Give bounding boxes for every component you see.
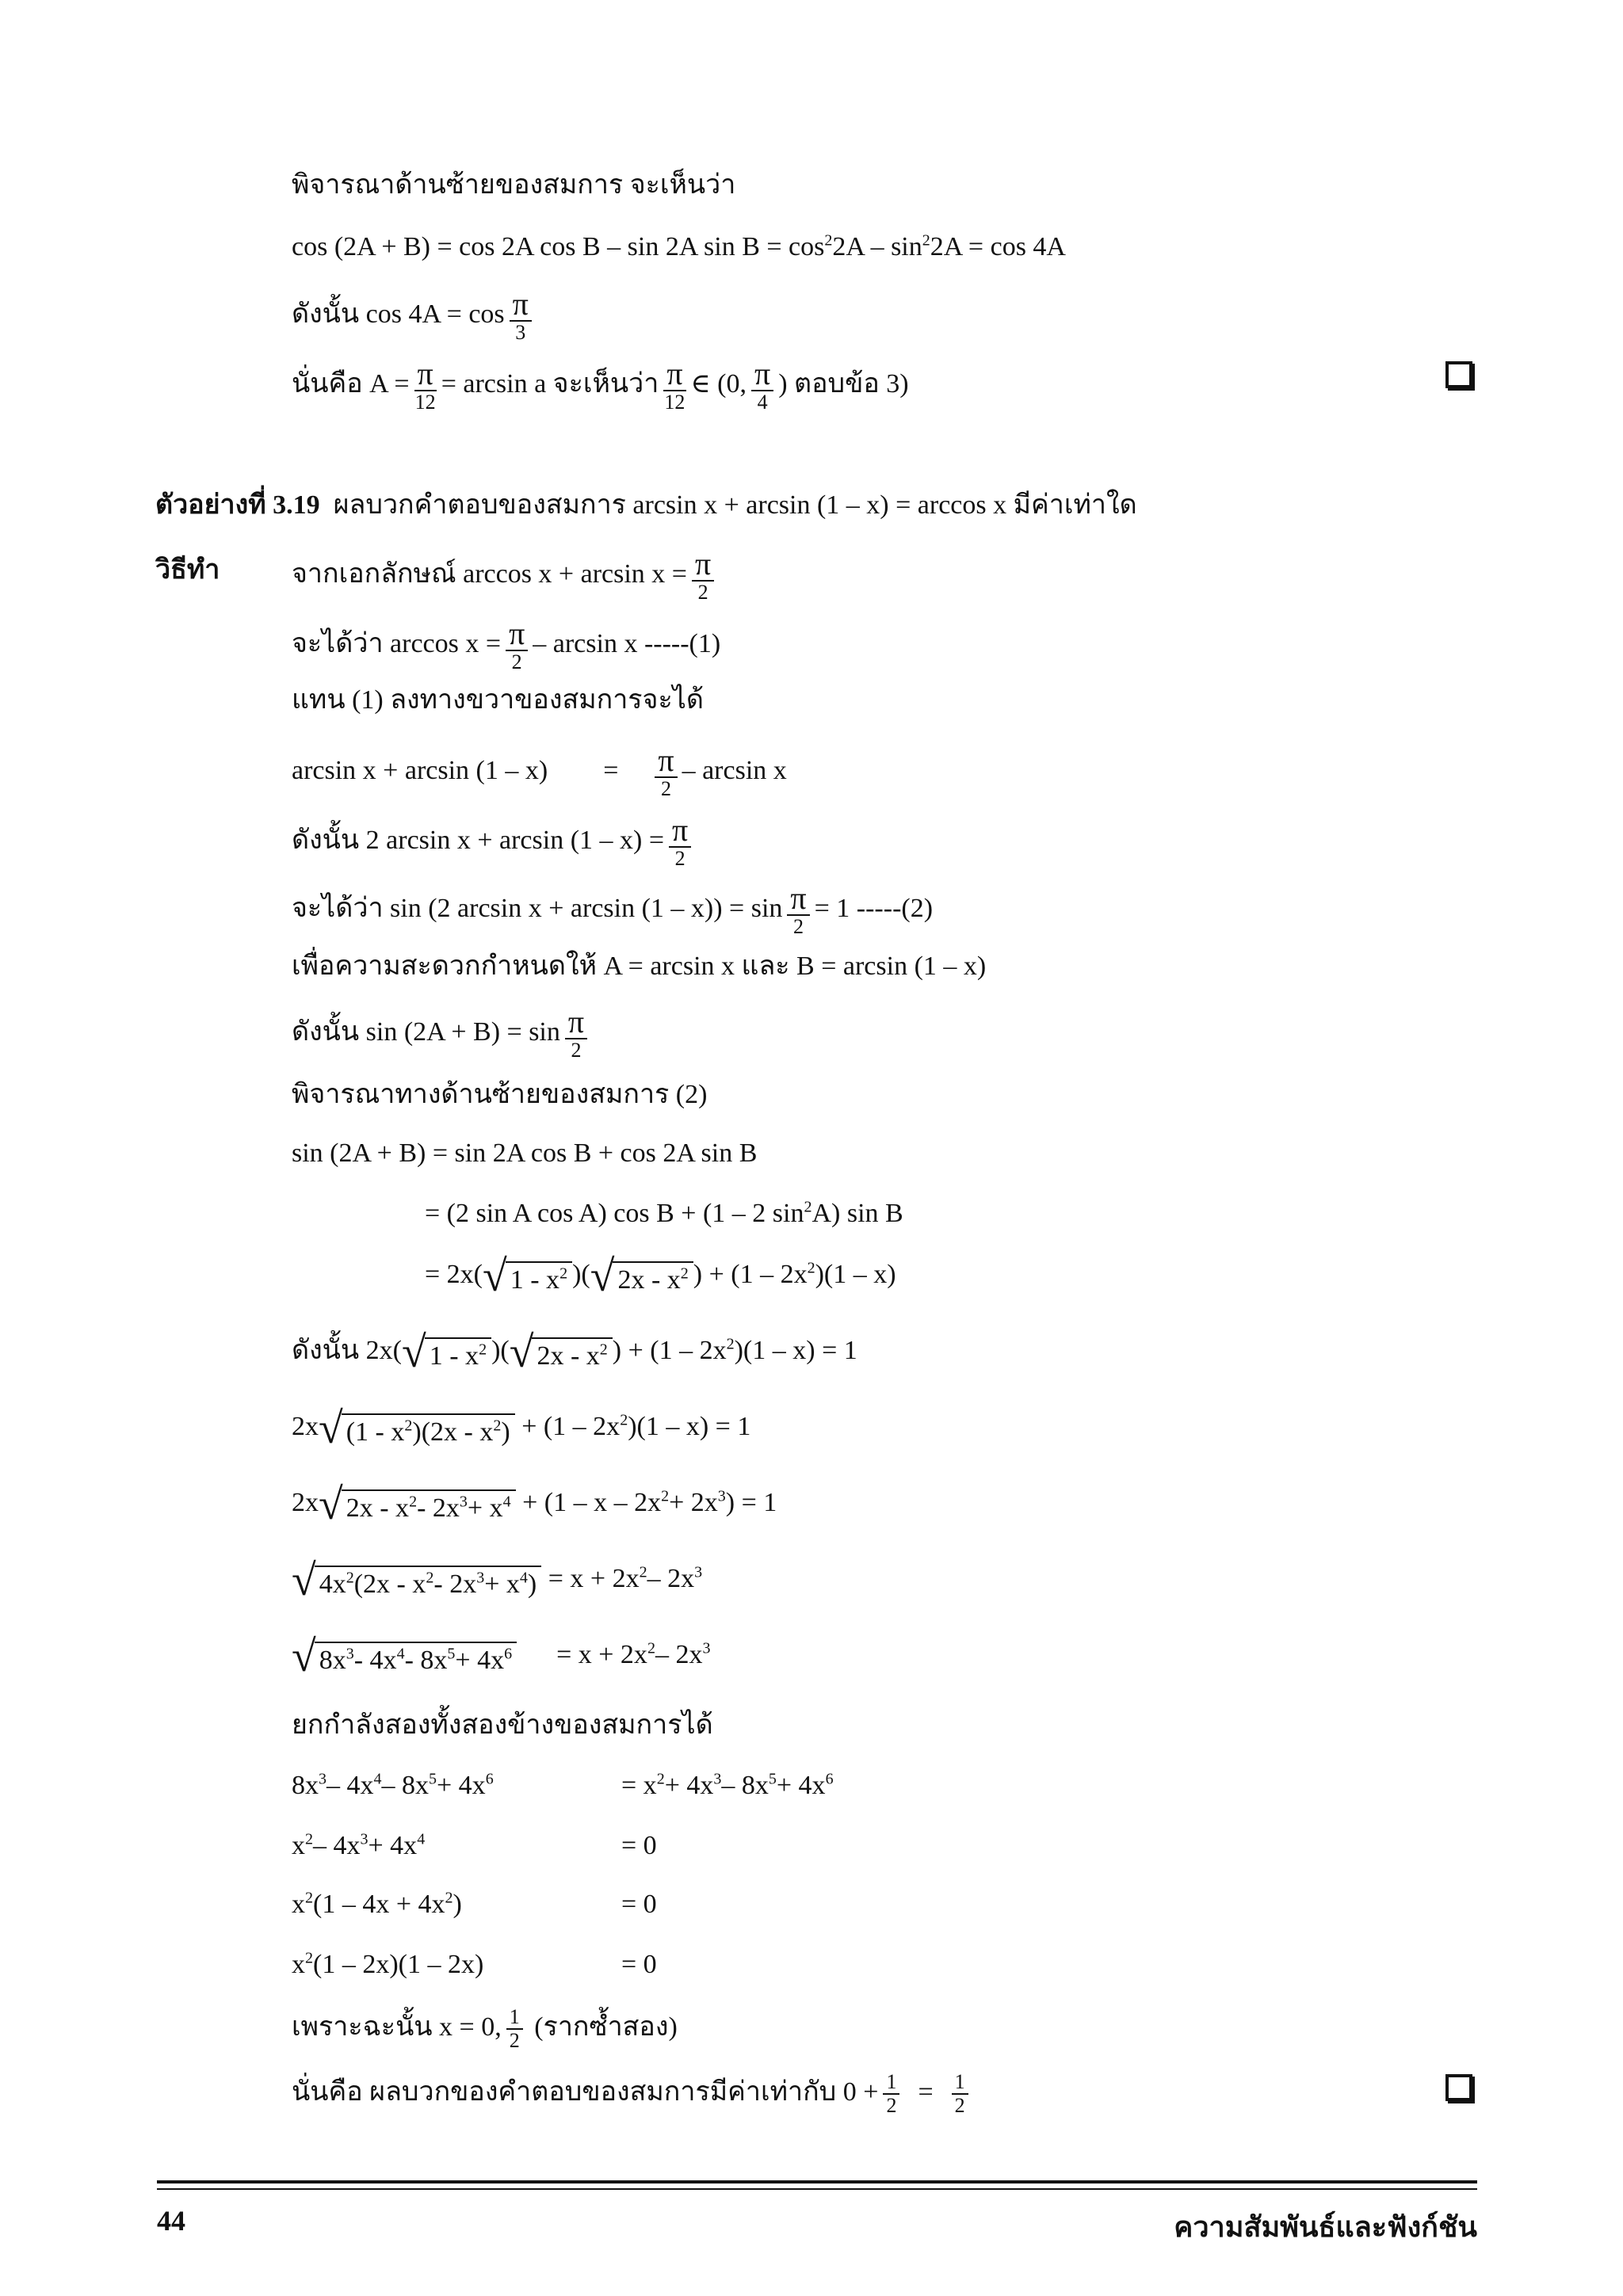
equation-line: ดังนั้น 2 arcsin x + arcsin (1 – x) = $\frac{\pi}{2}$ [292, 814, 696, 870]
equation-rhs: = 0 [621, 1950, 657, 1979]
equation-line: $x^2(1 - 4x + 4x^2)$ [292, 1889, 462, 1919]
equation-line: √ $4x^2(2x - x^2-$ $2x^3+ x^4$) = $x + 2x^2-$ $2x^3$ [292, 1556, 703, 1605]
equation-line: จะได้ว่า arccos x = $\frac{\pi}{2}$ – arcsin x -----(1) [292, 616, 721, 673]
footer-rule-thin [157, 2188, 1477, 2190]
footer-rule-thick [157, 2180, 1477, 2183]
equation-line: นั่นคือ A = $\frac{\pi}{12}$ = arcsin a จะเห็นว่า $\frac{\pi}{12}$ ∈ (0, $\frac{\pi}{4}$ ) ตอบข้อ 3) [292, 356, 909, 414]
example-heading: ตัวอย่างที่ 3.19 ผลบวกคำตอบของสมการ arcsin x + arcsin (1 – x) = arccos x มีค่าเท่าใด [155, 490, 1137, 520]
solution-label: วิธีทำ [155, 555, 220, 585]
equation-line: นั่นคือ ผลบวกของคำตอบของสมการมีค่าเท่ากับ 0 + $\frac{1}{2}$ = $\frac{1}{2}$ [292, 2071, 973, 2117]
equation-line: arcsin x + arcsin (1 – x) = $\frac{\pi}{2}$ – arcsin x [292, 742, 787, 800]
equation-line: $x^2-$ $4x^3+ 4x^4$ [292, 1830, 426, 1860]
equation-line: = (2 sin A cos A) cos B + (1 – 2 $\sin^2A$) sin B [425, 1198, 903, 1228]
text-line: แทน (1) ลงทางขวาของสมการจะได้ [292, 685, 704, 715]
end-of-proof-box [1445, 2074, 1472, 2101]
text-line: พิจารณาด้านซ้ายของสมการ จะเห็นว่า [292, 170, 736, 200]
equation-line: ดังนั้น sin (2A + B) = sin $\frac{\pi}{2}$ [292, 1006, 592, 1062]
equation-line: √ $8x^3-$ $4x^4-$ $8x^5+ 4x^6$ = $x + 2x^2-$ $2x^3$ [292, 1632, 711, 1681]
text-line: ยกกำลังสองทั้งสองข้างของสมการได้ [292, 1711, 713, 1740]
equation-line: $x^2(1 - 2x)(1 - 2x)$ [292, 1949, 484, 1979]
equation-line: 2x √ $(1 - x^2)(2x - x^2)$ + $(1 - 2x^2)(1 - x) = 1$ [292, 1404, 751, 1453]
equation-rhs: = 0 [621, 1831, 657, 1860]
equation-line: 2x √ $2x - x^2-$ $2x^3+ x^4$ + $(1 - x - 2x^2+ 2x^3) = 1$ [292, 1480, 777, 1529]
equation-line: ดังนั้น 2x( √ $1 - x^2$ )( √ $2x - x^2$ ) + $(1 - 2x^2)(1 - x) = 1$ [292, 1328, 857, 1377]
text-line: พิจารณาทางด้านซ้ายของสมการ (2) [292, 1080, 708, 1109]
equation-line: จากเอกลักษณ์ arccos x + arcsin x = $\frac{\pi}{2}$ [292, 548, 719, 604]
end-of-proof-box [1445, 361, 1472, 388]
equation-line: $8x^3-$ $4x^4-$ $8x^5+ 4x^6$ [292, 1770, 494, 1800]
text-line: เพื่อความสะดวกกำหนดให้ A = arcsin x และ B = arcsin (1 – x) [292, 952, 987, 981]
equation-line: เพราะฉะนั้น x = 0, $\frac{1}{2}$ (รากซ้ำสอง) [292, 2005, 678, 2052]
equation-line: จะได้ว่า sin (2 arcsin x + arcsin (1 – x)) = sin $\frac{\pi}{2}$ = 1 -----(2) [292, 880, 934, 938]
equation-rhs: = 0 [621, 1890, 657, 1919]
equation-line: = 2x( √ $1 - x^2$ )( √ $2x - x^2$ ) + $(1 - 2x^2)(1 - x)$ [425, 1252, 896, 1301]
equation-line: cos (2A + B) = cos 2A cos B – sin 2A $\sin B = \cos^22A - \sin^22A = \cos 4A$ [292, 231, 1066, 261]
equation-line: ดังนั้น cos 4A = cos $\frac{\pi}{3}$ [292, 288, 537, 344]
equation-rhs: = $x^2+ 4x^3-$ $8x^5+ 4x^6$ [621, 1770, 834, 1800]
equation-line: sin (2A + B) = sin 2A cos B + cos 2A sin B [292, 1138, 758, 1168]
page-number: 44 [157, 2205, 185, 2237]
chapter-title: ความสัมพันธ์และฟังก์ชัน [1174, 2211, 1477, 2243]
